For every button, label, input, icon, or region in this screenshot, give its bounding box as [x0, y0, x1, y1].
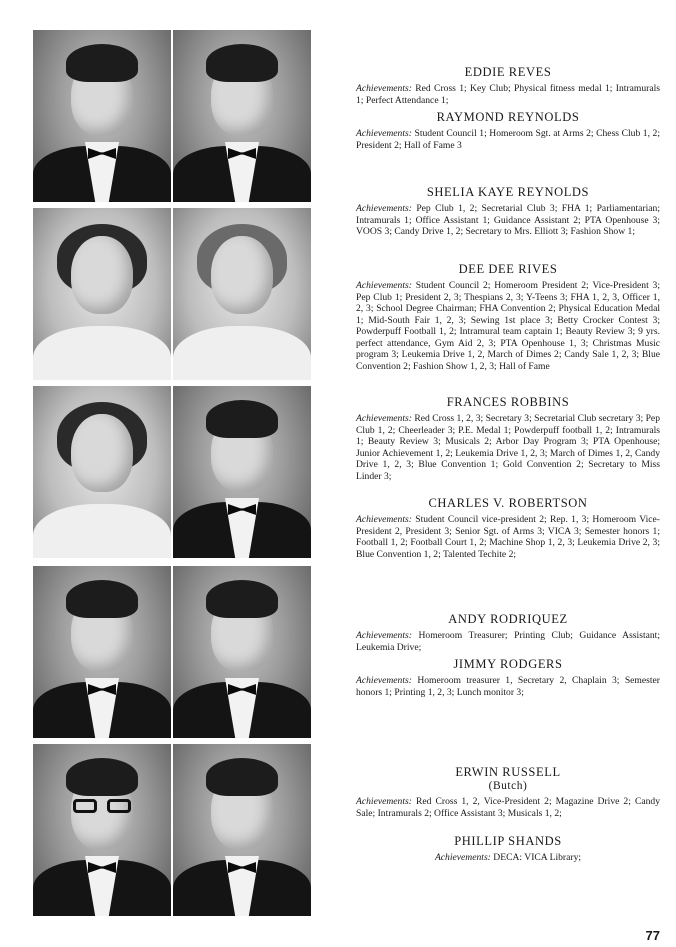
student-achievements: [356, 203, 660, 238]
student-name: DEE DEE RIVES: [458, 262, 558, 276]
student-name: EDDIE REVES: [464, 65, 552, 79]
portrait-photo-jimmy-rodgers: [173, 566, 311, 738]
student-name: ERWIN RUSSELL: [455, 765, 561, 779]
student-entry-shelia-kaye-reynolds: [356, 185, 660, 238]
achievements-label: Achievements:: [356, 675, 412, 686]
achievements-text: Homeroom treasurer 1, Secretary 2, Chaplain 3; Semester honors 1; Printing 1, 2, 3; Lunch monitor 3;: [356, 675, 660, 698]
student-achievements: [356, 675, 660, 698]
achievements-label: Achievements:: [356, 280, 412, 291]
student-achievements: [356, 852, 660, 864]
student-entry-jimmy-rodgers: [356, 657, 660, 698]
student-name: PHILLIP SHANDS: [454, 834, 562, 848]
portrait-photo-phillip-shands: [173, 744, 311, 916]
student-achievements: [356, 796, 660, 819]
student-achievements: [356, 630, 660, 653]
portrait-photo-erwin-russell: [33, 744, 171, 916]
achievements-label: Achievements:: [356, 796, 412, 807]
student-name: RAYMOND REYNOLDS: [436, 110, 580, 124]
student-name: FRANCES ROBBINS: [446, 395, 570, 409]
student-nickname: (Butch): [488, 780, 528, 792]
achievements-label: Achievements:: [356, 514, 412, 525]
student-entry-erwin-russell: [356, 765, 660, 819]
portrait-photo-charles-v-robertson: [173, 386, 311, 558]
student-achievements: [356, 128, 660, 151]
achievements-text: Student Council vice-president 2; Rep. 1, 3; Homeroom Vice-President 2, President 3; Senior Sgt. of Arms 3; VICA 3; Semester honors 1; Football 1, 2; Football Court 1, 2; Machine Shop 1, 2, 3; Leukemia Drive 2, 3; Blue Convention 1, 2; Talented Techite 2;: [356, 514, 660, 560]
student-achievements: [356, 280, 660, 372]
student-achievements: [356, 413, 660, 482]
student-entry-raymond-reynolds: [356, 110, 660, 151]
portrait-photo-eddie-reves: [33, 30, 171, 202]
achievements-label: Achievements:: [356, 413, 412, 424]
achievements-text: Red Cross 1, 2, 3; Secretary 3; Secretarial Club secretary 3; Pep Club 1, 2; Cheerleader 3; P.E. Medal 1; Powderpuff football 1, 2; Intramurals 1; Beauty Review 3; Musicals 2; Arbor Day Program 3; PTA Openhouse; Junior Achievement 1, 2; Leukemia Drive 1, 2, 3; March of Dimes 1, 2, Candy Drive 1, 2, 3; Blue Convention 1; Gold Convention 2; Secretary to Miss Linder 3;: [356, 413, 660, 482]
page-number: 77: [645, 928, 660, 943]
achievements-label: Achievements:: [356, 203, 412, 214]
portrait-photo-dee-dee-rives: [173, 208, 311, 380]
portrait-photo-andy-rodriquez: [33, 566, 171, 738]
student-name: ANDY RODRIQUEZ: [448, 612, 568, 626]
achievements-label: Achievements:: [356, 83, 412, 94]
student-name: JIMMY RODGERS: [453, 657, 563, 671]
achievements-text: Pep Club 1, 2; Secretarial Club 3; FHA 1; Parliamentarian; Intramurals 1; Office Assistant 1; Guidance Assistant 2; PTA Openhouse 3; VOOS 3; Candy Drive 1, 2; Secretary to Mrs. Elliott 3; Fashion Show 1;: [356, 203, 660, 237]
achievements-label: Achievements:: [434, 852, 491, 863]
portrait-photo-frances-robbins: [33, 386, 171, 558]
achievements-label: Achievements:: [356, 128, 412, 139]
student-entry-eddie-reves: [356, 65, 660, 106]
student-name: CHARLES V. ROBERTSON: [428, 496, 588, 510]
portrait-photo-raymond-reynolds: [173, 30, 311, 202]
glasses-icon: [73, 799, 131, 815]
student-entry-andy-rodriquez: [356, 612, 660, 653]
portrait-photo-shelia-kaye-reynolds: [33, 208, 171, 380]
student-entry-dee-dee-rives: [356, 262, 660, 372]
achievements-text: Homeroom Treasurer; Printing Club; Guidance Assistant; Leukemia Drive;: [356, 630, 660, 653]
achievements-text: DECA: VICA Library;: [493, 852, 582, 863]
student-achievements: [356, 83, 660, 106]
achievements-label: Achievements:: [356, 630, 412, 641]
student-entry-charles-v-robertson: [356, 496, 660, 560]
achievements-text: Red Cross 1; Key Club; Physical fitness medal 1; Intramurals 1; Perfect Attendance 1;: [356, 83, 660, 106]
achievements-text: Student Council 2; Homeroom President 2; Vice-President 3; Pep Club 1; President 2, 3; Thespians 2, 3; Y-Teens 3; FHA 1, 2, 3, Officer 1, 2, 3; School Degree Chairman; FHA Convention 2; Physical Education Medal 1; Mid-South Fair 1, 2, 3; Sewing 1st place 3; Betty Crocker Contest 3; Powderpuff Football 1, 2; Intramural team captain 1; Beauty Review 3; 9 yrs. perfect attendance, Gym Aid 2, 3; PTA Openhouse 1, 3; Christmas Music program 3; Leukemia Drive 1, 2, March of Dimes 2; Candy Sale 1, 2, 3; Blue Convention 2; Fashion Show 1, 2, 3; Hall of Fame: [356, 280, 660, 372]
achievements-text: Red Cross 1, 2, Vice-President 2; Magazine Drive 2; Candy Sale; Intramurals 2; Office Assistant 3; Musicals 1, 2;: [356, 796, 660, 819]
achievements-text: Student Council 1; Homeroom Sgt. at Arms 2; Chess Club 1, 2; President 2; Hall of Fame 3: [356, 128, 660, 151]
student-achievements: [356, 514, 660, 560]
student-name: SHELIA KAYE REYNOLDS: [426, 185, 590, 199]
student-entry-frances-robbins: [356, 395, 660, 482]
student-entry-phillip-shands: [356, 834, 660, 864]
